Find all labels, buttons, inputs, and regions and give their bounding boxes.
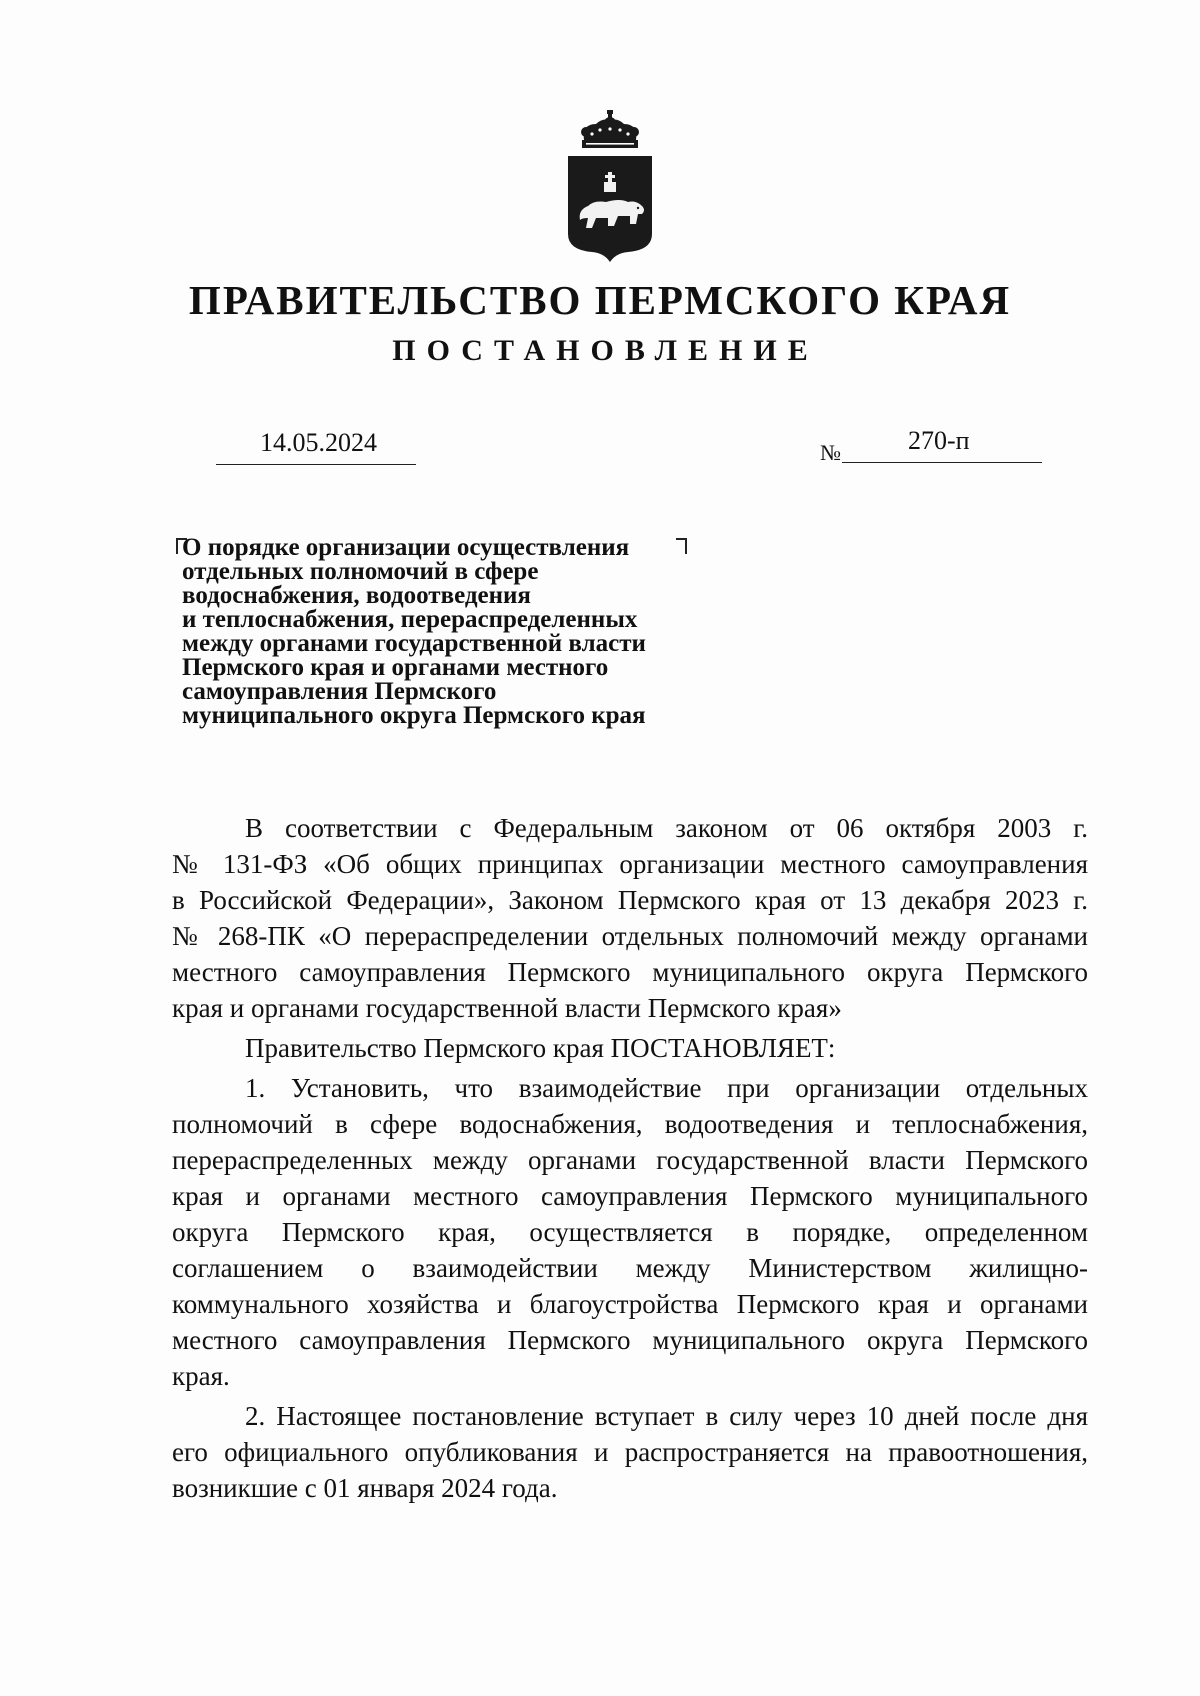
number-sign: №	[820, 440, 841, 465]
item-2-line: его официального опубликования и распространяется на правоотношения,	[172, 1437, 1088, 1467]
item-1-line: перераспределенных между органами государственной власти Пермского	[172, 1145, 1088, 1175]
preamble-line: № 268-ПК «О перераспределении отдельных полномочий между органами	[172, 921, 1088, 951]
subject-line: О порядке организации осуществления	[182, 534, 630, 561]
item-1-line: местного самоуправления Пермского муниципального округа Пермского	[172, 1325, 1088, 1355]
preamble-line: края и органами государственной власти Пермского края»	[172, 993, 842, 1023]
item-1-line: округа Пермского края, осуществляется в порядке, определенном	[172, 1217, 1088, 1247]
item-2-line: возникшие с 01 января 2024 года.	[172, 1473, 558, 1503]
preamble-line: В соответствии с Федеральным законом от 06 октября 2003 г.	[245, 813, 1088, 843]
item-1-line: соглашением о взаимодействии между Министерством жилищно-	[172, 1253, 1088, 1283]
item-1-line: 1. Установить, что взаимодействие при организации отдельных	[245, 1073, 1088, 1103]
perm-krai-coat-of-arms-icon	[562, 110, 658, 262]
subject-line: между органами государственной власти	[182, 630, 646, 657]
item-1-line: коммунального хозяйства и благоустройства Пермского края и органами	[172, 1289, 1088, 1319]
item-1-line: полномочий в сфере водоснабжения, водоотведения и теплоснабжения,	[172, 1109, 1088, 1139]
document-subject	[182, 536, 722, 728]
document-body	[172, 810, 1088, 1506]
government-title: ПРАВИТЕЛЬСТВО ПЕРМСКОГО КРАЯ	[188, 277, 1012, 323]
document-date-field	[216, 428, 416, 465]
subject-line: Пермского края и органами местного	[182, 654, 609, 681]
resolve-line: Правительство Пермского края ПОСТАНОВЛЯЕТ:	[245, 1033, 836, 1063]
subject-line: самоуправления Пермского	[182, 678, 497, 705]
preamble-line: № 131-ФЗ «Об общих принципах организации местного самоуправления	[172, 849, 1088, 879]
document-number-field	[842, 426, 1042, 463]
item-1-line: края и органами местного самоуправления Пермского муниципального	[172, 1181, 1088, 1211]
subject-line: муниципального округа Пермского края	[182, 702, 646, 729]
document-type: ПОСТАНОВЛЕНИЕ	[392, 334, 819, 367]
item-1-line: края.	[172, 1361, 230, 1391]
preamble-line: в Российской Федерации», Законом Пермского края от 13 декабря 2023 г.	[172, 885, 1088, 915]
document-date: 14.05.2024	[260, 428, 377, 457]
preamble-line: местного самоуправления Пермского муниципального округа Пермского	[172, 957, 1088, 987]
subject-line: и теплоснабжения, перераспределенных	[182, 606, 638, 633]
item-2-line: 2. Настоящее постановление вступает в силу через 10 дней после дня	[245, 1401, 1088, 1431]
subject-line: отдельных полномочий в сфере	[182, 558, 539, 585]
subject-line: водоснабжения, водоотведения	[182, 582, 531, 609]
document-number: 270-п	[908, 426, 970, 455]
